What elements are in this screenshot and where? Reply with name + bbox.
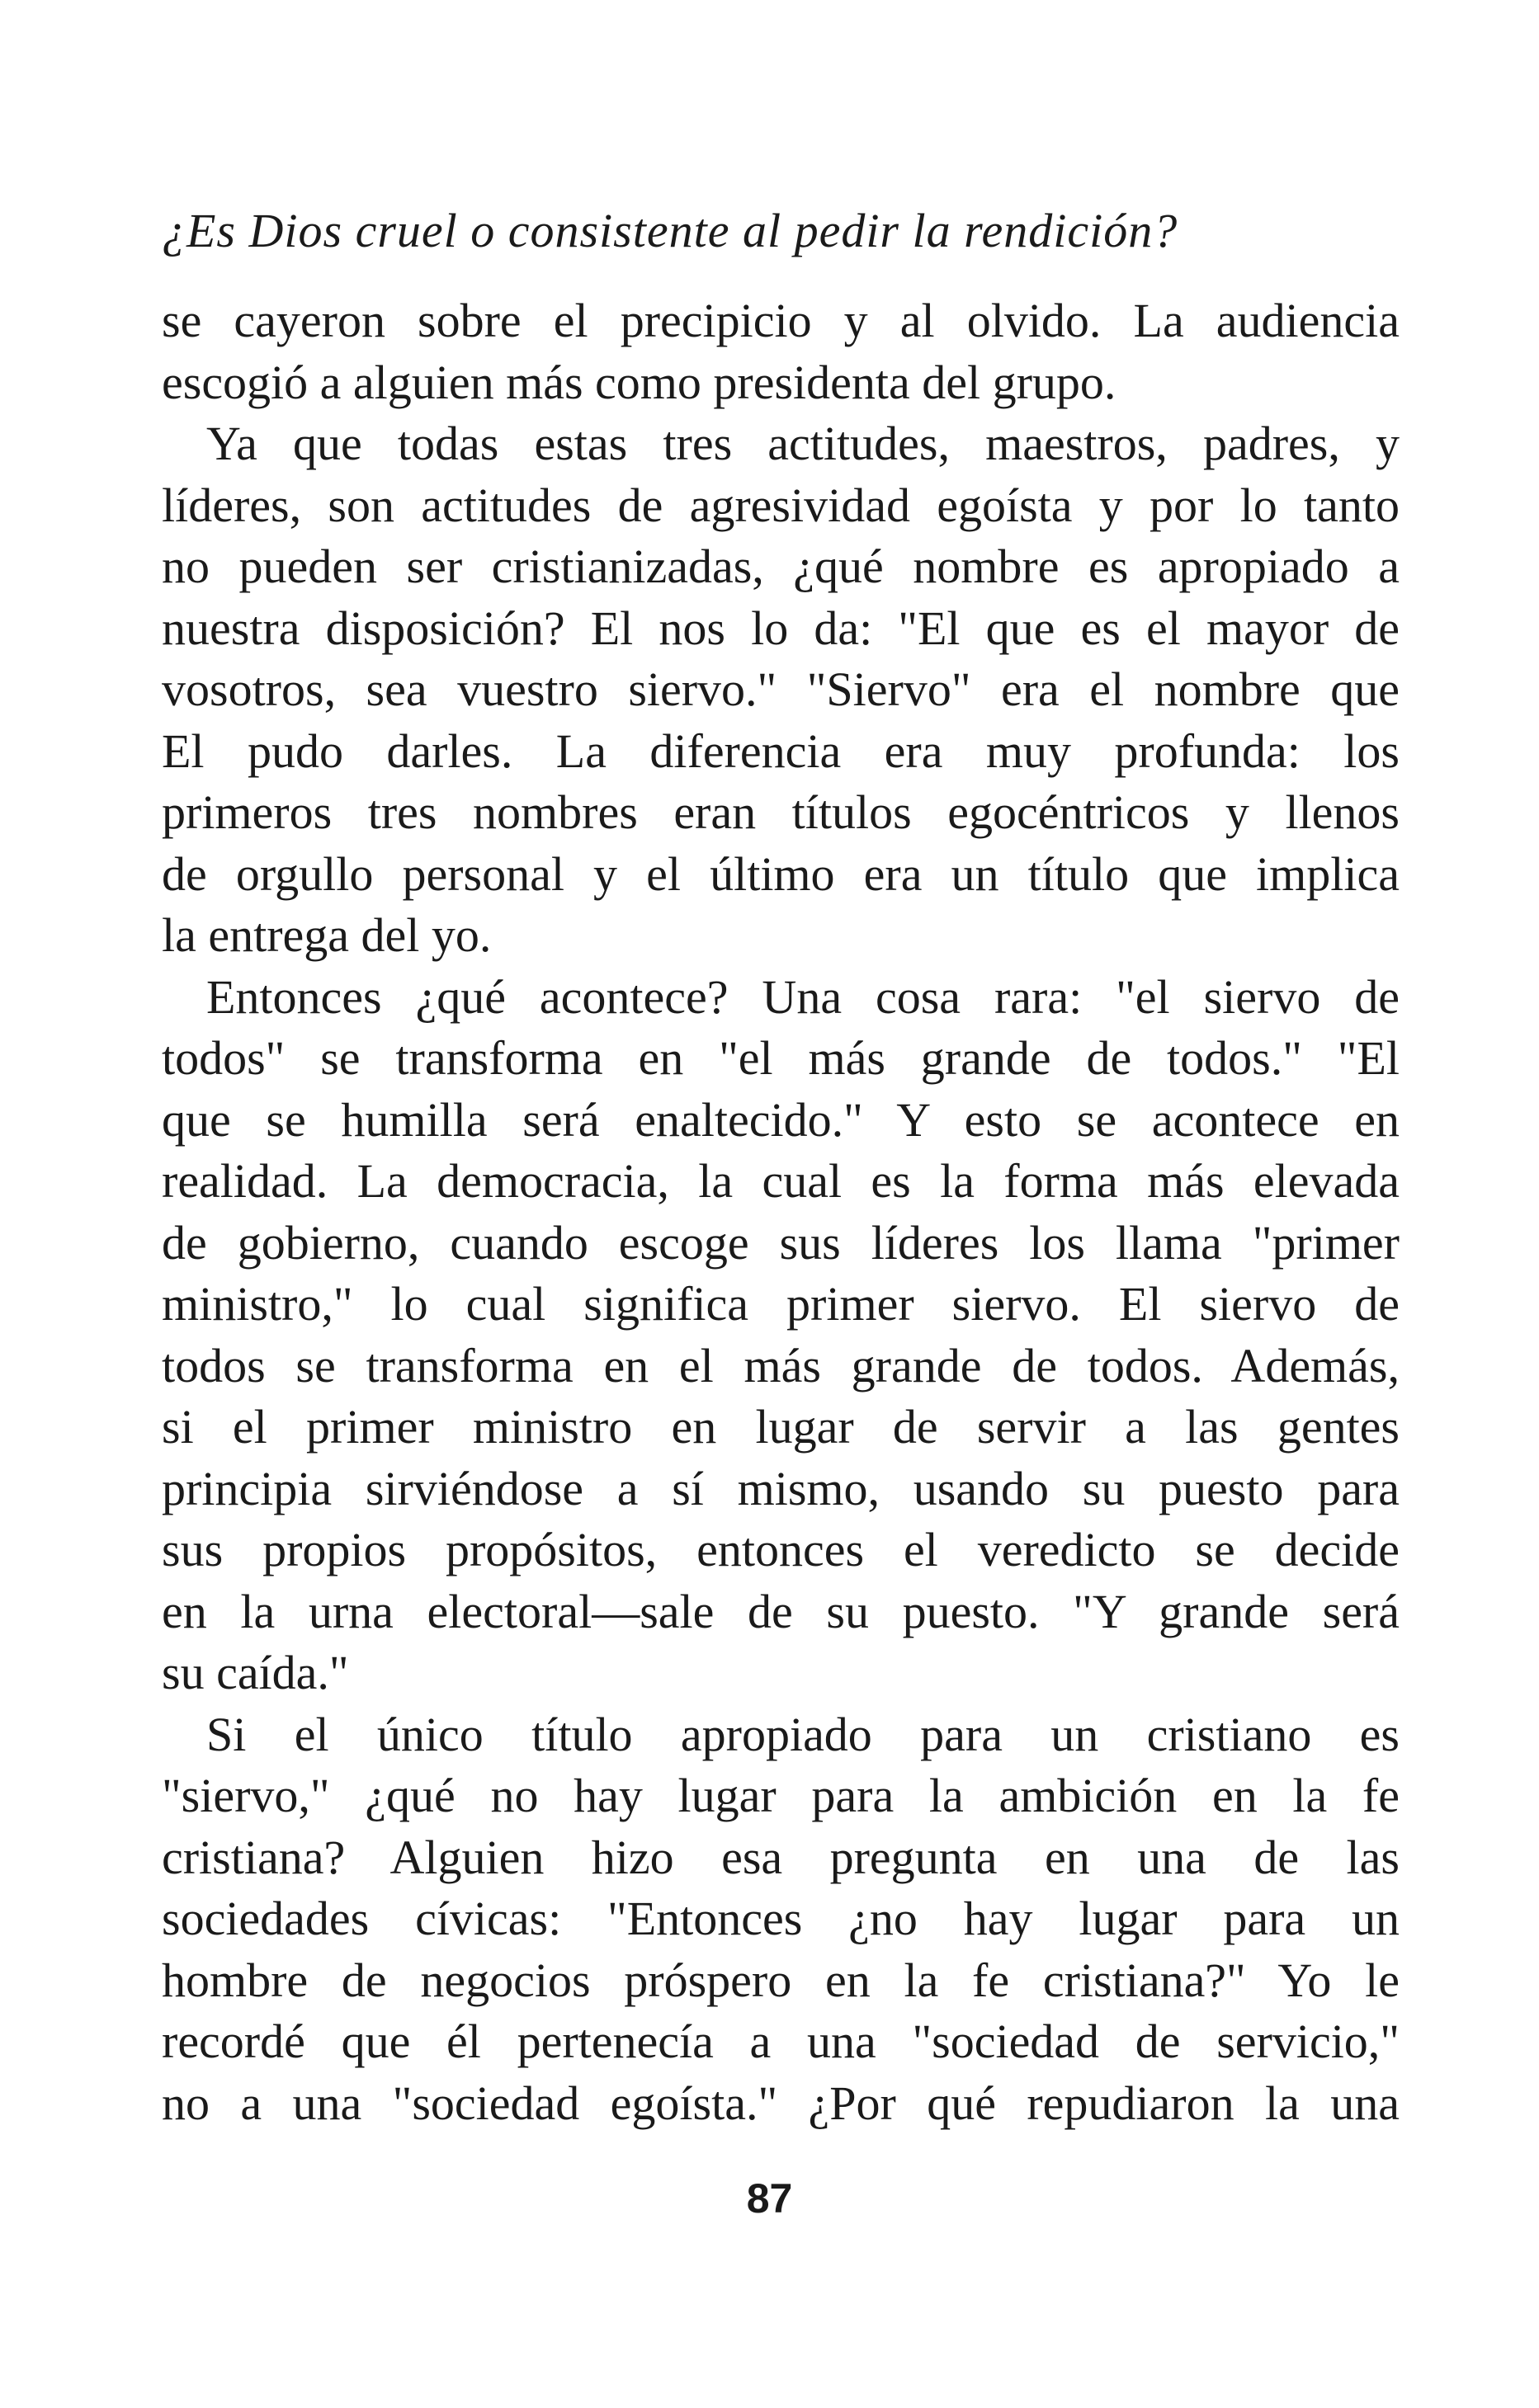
text-line: "siervo," ¿qué no hay lugar para la ambición en la fe	[162, 1769, 1400, 1822]
text-line: El pudo darles. La diferencia era muy profunda: los	[162, 723, 1400, 778]
text-line: sus propios propósitos, entonces el veredicto se decide	[162, 1523, 1400, 1576]
text-line: si el primer ministro en lugar de servir a las gentes	[162, 1400, 1400, 1454]
text-line: escogió a alguien más como presidenta del grupo.	[162, 355, 1116, 409]
text-line: no a una "sociedad egoísta." ¿Por qué repudiaron la una	[162, 2076, 1400, 2130]
text-line: su caída."	[162, 1646, 349, 1699]
text-line: realidad. La democracia, la cual es la forma más elevada	[162, 1154, 1400, 1208]
text-line: se cayeron sobre el precipicio y al olvido. La audiencia	[162, 294, 1400, 347]
text-line: Entonces ¿qué acontece? Una cosa rara: "el siervo de	[206, 969, 1400, 1024]
text-line: hombre de negocios próspero en la fe cristiana?" Yo le	[162, 1953, 1400, 2007]
body-text	[162, 290, 1400, 2134]
text-line: todos" se transforma en "el más grande de todos." "El	[162, 1031, 1400, 1085]
text-line: todos se transforma en el más grande de todos. Además,	[162, 1338, 1400, 1392]
text-line: no pueden ser cristianizadas, ¿qué nombre es apropiado a	[162, 540, 1400, 593]
text-line: que se humilla será enaltecido." Y esto se acontece en	[162, 1092, 1400, 1147]
text-line: de orgullo personal y el último era un título que implica	[162, 846, 1400, 901]
text-line: recordé que él pertenecía a una "sociedad de servicio,"	[162, 2015, 1400, 2068]
text-line: la entrega del yo.	[162, 908, 492, 962]
text-line: Ya que todas estas tres actitudes, maestros, padres, y	[206, 417, 1400, 470]
text-line: cristiana? Alguien hizo esa pregunta en una de las	[162, 1830, 1400, 1884]
text-line: ministro," lo cual significa primer siervo. El siervo de	[162, 1277, 1400, 1331]
text-line: nuestra disposición? El nos lo da: "El que es el mayor de	[162, 601, 1400, 655]
text-line: líderes, son actitudes de agresividad egoísta y por lo tanto	[162, 478, 1400, 532]
page-number: 87	[746, 2175, 793, 2222]
text-line: en la urna electoral—sale de su puesto. "Y grande será	[162, 1584, 1400, 1638]
text-line: Si el único título apropiado para un cristiano es	[206, 1707, 1400, 1761]
text-line: principia sirviéndose a sí mismo, usando su puesto para	[162, 1461, 1400, 1515]
text-line: vosotros, sea vuestro siervo." "Siervo" era el nombre que	[162, 662, 1400, 716]
running-head: ¿Es Dios cruel o consistente al pedir la rendición?	[162, 204, 1178, 257]
text-line: de gobierno, cuando escoge sus líderes los llama "primer	[162, 1215, 1400, 1270]
text-line: sociedades cívicas: "Entonces ¿no hay lugar para un	[162, 1892, 1400, 1945]
text-line: primeros tres nombres eran títulos egocéntricos y llenos	[162, 785, 1400, 839]
